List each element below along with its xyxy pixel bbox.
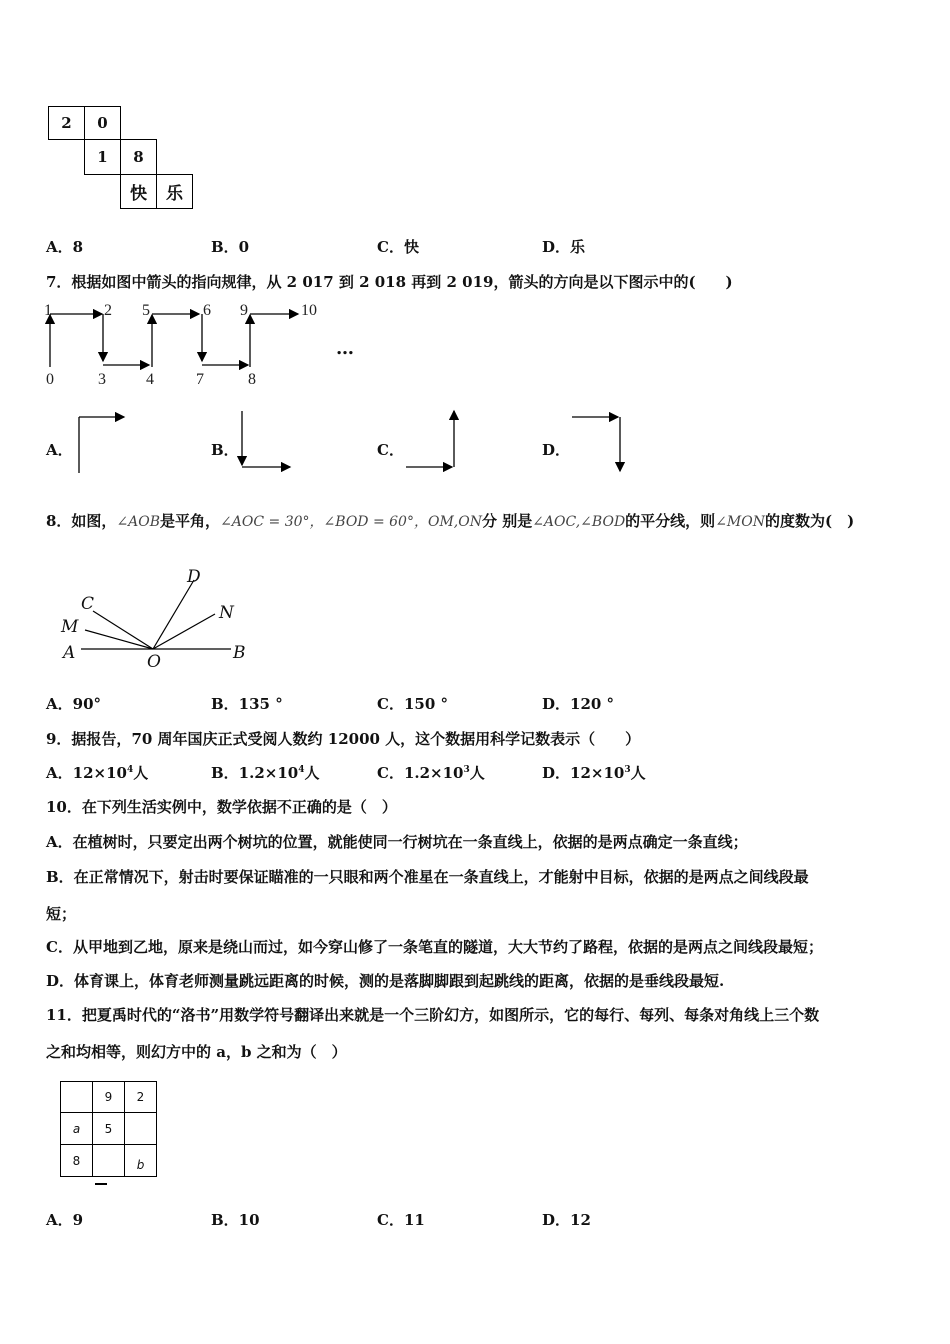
q10-option-b-cont: 短； [46,905,77,923]
net-cell: 0 [84,106,121,140]
q7-option-d[interactable]: D． [542,441,571,459]
magic-cell: a [60,1112,93,1145]
point-label: C [81,594,95,614]
ray-oc [93,611,153,649]
magic-cell [124,1112,157,1145]
q10-option-b[interactable]: B．在正常情况下，射击时要保证瞄准的一只眼和两个准星在一条直线上，才能射中目标，依据的是两点之间线段最 [46,868,809,886]
ellipsis: … [336,338,354,359]
q8-option-a[interactable]: A．90° [46,695,102,713]
seq-label-bottom: 3 [98,371,106,388]
q11-option-a[interactable]: A．9 [46,1211,84,1229]
seq-label-top: 6 [203,302,211,319]
net-cell: 乐 [156,174,193,209]
ray-on [153,614,215,649]
net-cell: 2 [48,106,85,140]
q8-option-c[interactable]: C．150 ° [377,695,448,713]
q7-option-a[interactable]: A． [46,441,73,459]
q7-option-b[interactable]: B． [211,441,239,459]
point-label: N [219,603,234,623]
q11-option-b[interactable]: B．10 [211,1211,260,1229]
net-cell: 8 [120,139,157,175]
seq-label-bottom: 8 [248,371,256,388]
q6-option-d[interactable]: D．乐 [542,238,586,256]
magic-cell: 5 [92,1112,125,1145]
magic-cell [60,1081,93,1113]
point-label: O [147,652,161,672]
q10-option-a[interactable]: A．在植树时，只要定出两个树坑的位置，就能使同一行树坑在一条直线上，依据的是两点确定一条直线； [46,833,748,851]
q7-option-b-arrow-icon[interactable] [234,405,298,477]
magic-cell: b [124,1144,157,1177]
magic-cell: 9 [92,1081,125,1113]
q11-option-d[interactable]: D．12 [542,1211,591,1229]
seq-label-bottom: 0 [46,371,54,388]
q11-option-c[interactable]: C．11 [377,1211,425,1229]
seq-label-top: 2 [104,302,112,319]
point-label: B [233,643,246,663]
seq-label-top: 5 [142,302,150,319]
q10-stem: 10．在下列生活实例中，数学依据不正确的是（ ） [46,798,397,816]
angle-figure [55,560,265,675]
q9-option-d[interactable]: D．$12\times 10^3$人 [542,764,646,782]
q8-option-b[interactable]: B．135 ° [211,695,283,713]
q6-option-a[interactable]: A．8 [46,238,84,256]
magic-cell: 2 [124,1081,157,1113]
magic-cell [92,1144,125,1177]
q7-stem: 7．根据如图中箭头的指向规律，从 2 017 到 2 018 再到 2 019，箭头的方向是以下图示中的( ) [46,273,733,291]
seq-label-top: 1 [44,302,52,319]
q8-stem: 8．如图，∠AOB是平角，∠AOC = 30°，∠BOD = 60°，OM,ON分 别是∠AOC,∠BOD的平分线，则∠MON的度数为( ) [46,512,855,530]
point-label: A [63,643,76,663]
q10-option-d[interactable]: D．体育课上，体育老师测量跳远距离的时候，测的是落脚脚跟到起跳线的距离，依据的是垂线段最短. [46,972,725,990]
q9-option-b[interactable]: B．$1.2\times 10^4$人 [211,764,320,782]
q6-option-b[interactable]: B．0 [211,238,250,256]
q7-option-c-arrow-icon[interactable] [400,405,464,477]
point-label: M [61,617,79,637]
q6-option-c[interactable]: C．快 [377,238,419,256]
q10-option-c[interactable]: C．从甲地到乙地，原来是绕山而过，如今穿山修了一条笔直的隧道，大大节约了路程，依据的是两点之间线段最短； [46,938,823,956]
ray-om [85,630,153,649]
q7-option-c[interactable]: C． [377,441,404,459]
q7-option-d-arrow-icon[interactable] [566,405,630,477]
q11-stem-line1: 11．把夏禹时代的“洛书”用数学符号翻译出来就是一个三阶幻方，如图所示，它的每行、每列、每条对角线上三个数 [46,1006,820,1024]
q9-option-c[interactable]: C．$1.2\times 10^3$人 [377,764,485,782]
q11-stem-line2: 之和均相等，则幻方中的 a，b 之和为（ ） [46,1043,347,1061]
seq-label-top: 10 [301,302,317,319]
seq-label-bottom: 4 [146,371,154,388]
point-label: D [187,567,201,587]
q7-option-a-arrow-icon[interactable] [70,405,134,477]
net-cell: 1 [84,139,121,175]
seq-label-bottom: 7 [196,371,204,388]
q9-stem: 9．据报告，70 周年国庆正式受阅人数约 12000 人，这个数据用科学记数表示（ ） [46,730,641,748]
net-cell: 快 [120,174,157,209]
q9-option-a[interactable]: A．$12\times 10^4$人 [46,764,149,782]
q8-option-d[interactable]: D．120 ° [542,695,615,713]
arrow-sequence-figure [36,295,376,395]
seq-label-top: 9 [240,302,248,319]
ray-od [153,580,194,649]
magic-cell: 8 [60,1144,93,1177]
stray-mark [95,1183,107,1185]
